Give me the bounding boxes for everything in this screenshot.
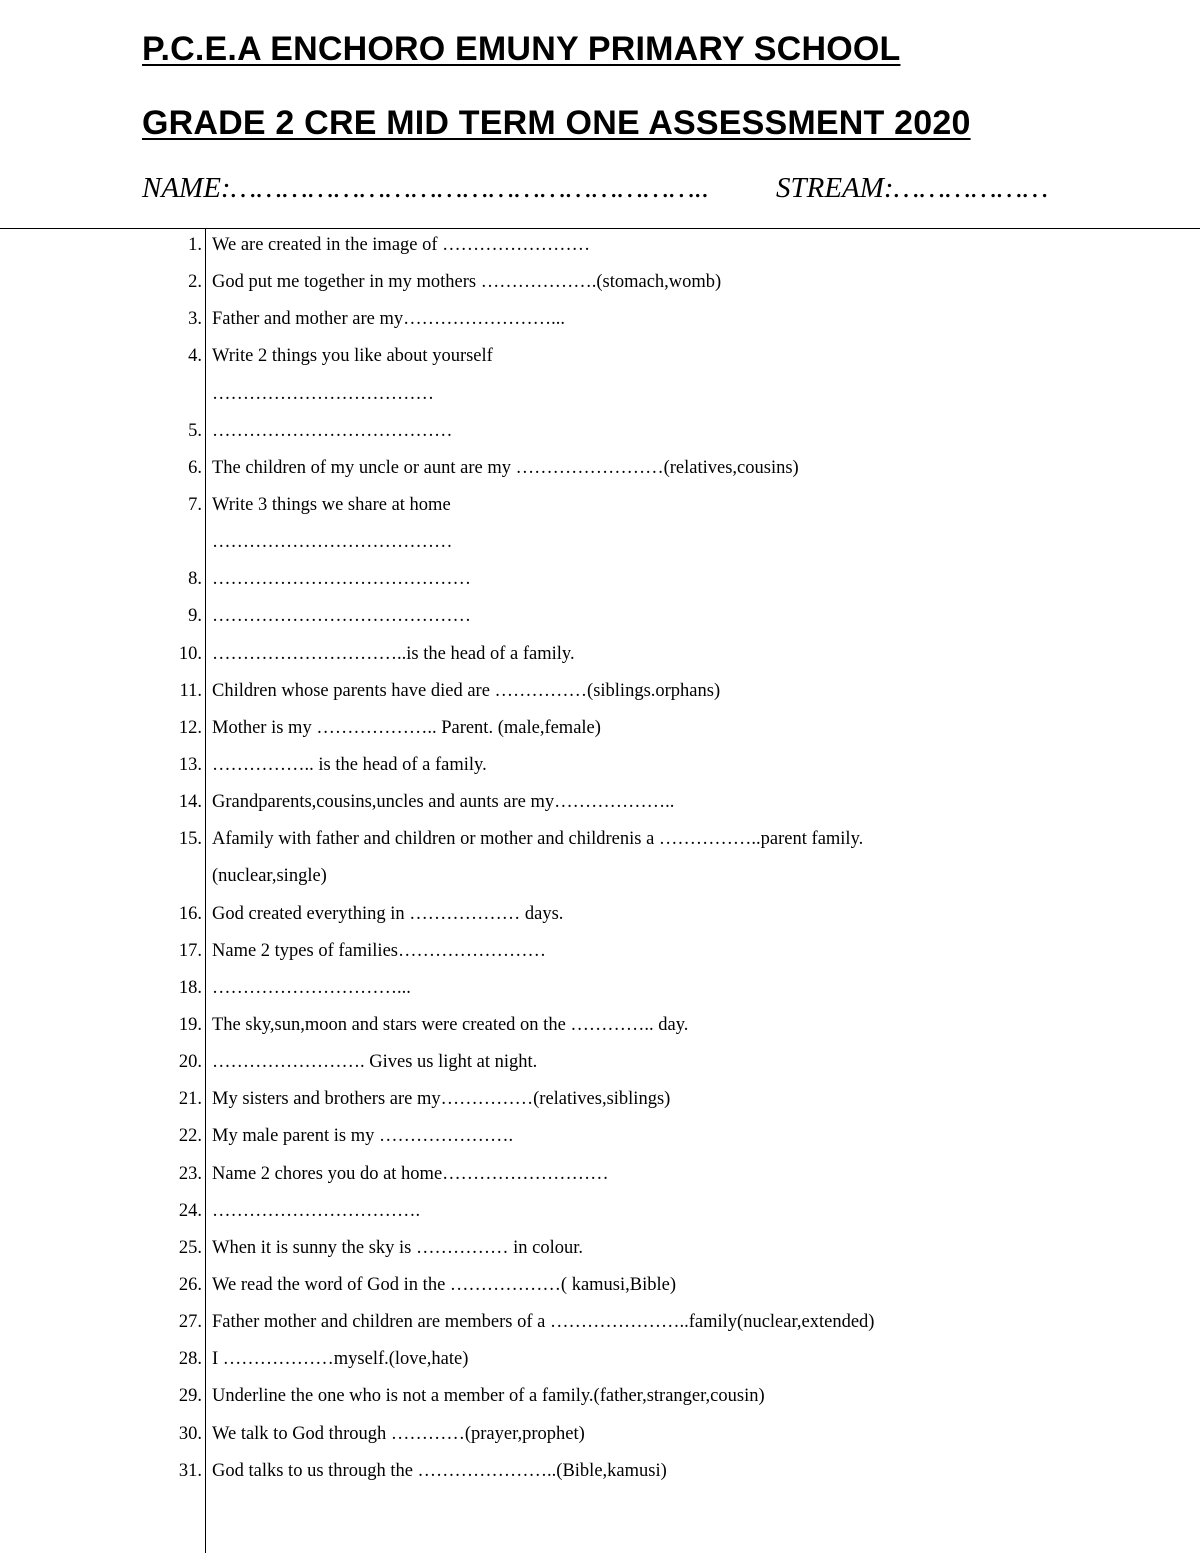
question-item bbox=[0, 450, 1200, 487]
question-item bbox=[0, 858, 1200, 895]
question-text: We talk to God through …………(prayer,prophet) bbox=[212, 1423, 585, 1444]
question-number: 1. bbox=[188, 235, 202, 255]
question-item bbox=[0, 747, 1200, 784]
question-item bbox=[0, 338, 1200, 375]
question-text: Afamily with father and children or mother and childrenis a ……………..parent family. bbox=[212, 829, 864, 850]
question-text: Name 2 chores you do at home……………………… bbox=[212, 1163, 609, 1184]
question-item bbox=[0, 1007, 1200, 1044]
question-number: 10. bbox=[178, 643, 202, 664]
question-number: 12. bbox=[178, 717, 202, 738]
question-number: 29. bbox=[178, 1386, 202, 1407]
question-text: …………………………………… bbox=[212, 606, 471, 627]
question-item bbox=[0, 784, 1200, 821]
question-text: We are created in the image of …………………… bbox=[212, 235, 591, 255]
question-text: ………………………………… bbox=[212, 532, 453, 553]
question-number: 13. bbox=[178, 754, 202, 775]
question-item bbox=[0, 710, 1200, 747]
question-number: 16. bbox=[178, 903, 202, 924]
question-text: Children whose parents have died are ……………(siblings.orphans) bbox=[212, 680, 721, 701]
question-text: …………………………………… bbox=[212, 569, 471, 590]
question-number: 26. bbox=[178, 1274, 202, 1295]
question-item bbox=[0, 487, 1200, 524]
question-number: 21. bbox=[178, 1089, 202, 1110]
question-text: The children of my uncle or aunt are my ……………………(relatives,cousins) bbox=[212, 457, 799, 478]
question-text: Father and mother are my……………………... bbox=[212, 309, 565, 330]
question-number: 5. bbox=[188, 420, 202, 441]
question-list bbox=[0, 227, 1200, 1490]
question-item bbox=[0, 1416, 1200, 1453]
name-field-label: NAME:……………………………………………….. bbox=[142, 172, 710, 204]
question-item bbox=[0, 227, 1200, 264]
question-text: …………………………... bbox=[212, 977, 411, 998]
question-text: ………………………………… bbox=[212, 420, 453, 441]
assessment-title: GRADE 2 CRE MID TERM ONE ASSESSMENT 2020 bbox=[142, 104, 971, 142]
question-item bbox=[0, 561, 1200, 598]
question-text: …………….. is the head of a family. bbox=[212, 754, 487, 775]
question-item bbox=[0, 264, 1200, 301]
question-item bbox=[0, 636, 1200, 673]
question-number: 17. bbox=[178, 940, 202, 961]
question-number: 4. bbox=[188, 346, 202, 367]
question-number: 20. bbox=[178, 1052, 202, 1073]
question-text: My male parent is my …………………. bbox=[212, 1126, 514, 1147]
question-number: 27. bbox=[178, 1312, 202, 1333]
question-number: 6. bbox=[188, 457, 202, 478]
question-item bbox=[0, 1304, 1200, 1341]
question-item bbox=[0, 524, 1200, 561]
question-text: Write 3 things we share at home bbox=[212, 494, 451, 515]
question-text: My sisters and brothers are my……………(relatives,siblings) bbox=[212, 1089, 671, 1110]
question-text: (nuclear,single) bbox=[212, 866, 327, 887]
question-number: 31. bbox=[178, 1460, 202, 1481]
question-item bbox=[0, 896, 1200, 933]
question-item bbox=[0, 413, 1200, 450]
question-item bbox=[0, 933, 1200, 970]
question-item bbox=[0, 1156, 1200, 1193]
question-item bbox=[0, 1378, 1200, 1415]
question-number: 18. bbox=[178, 977, 202, 998]
question-text: When it is sunny the sky is …………… in colour. bbox=[212, 1237, 584, 1258]
question-number: 7. bbox=[188, 494, 202, 515]
question-text: I ………………myself.(love,hate) bbox=[212, 1349, 469, 1370]
question-text: Name 2 types of families…………………… bbox=[212, 940, 546, 961]
question-item bbox=[0, 376, 1200, 413]
question-text: Grandparents,cousins,uncles and aunts are my……………….. bbox=[212, 792, 675, 813]
question-item bbox=[0, 1081, 1200, 1118]
question-item bbox=[0, 821, 1200, 858]
question-number: 14. bbox=[178, 792, 202, 813]
question-text: Underline the one who is not a member of a family.(father,stranger,cousin) bbox=[212, 1386, 765, 1407]
question-text: ……………………. Gives us light at night. bbox=[212, 1052, 538, 1073]
question-item bbox=[0, 598, 1200, 635]
question-item bbox=[0, 1230, 1200, 1267]
question-number: 8. bbox=[188, 569, 202, 590]
question-text: The sky,sun,moon and stars were created on the ………….. day. bbox=[212, 1014, 689, 1035]
stream-field-label: STREAM:……………… bbox=[776, 172, 1049, 204]
question-number: 28. bbox=[178, 1349, 202, 1370]
school-title: P.C.E.A ENCHORO EMUNY PRIMARY SCHOOL bbox=[142, 30, 901, 68]
question-item bbox=[0, 301, 1200, 338]
question-text: God created everything in ……………… days. bbox=[212, 903, 564, 924]
question-item bbox=[0, 1118, 1200, 1155]
question-item bbox=[0, 673, 1200, 710]
question-item bbox=[0, 1193, 1200, 1230]
question-number: 23. bbox=[178, 1163, 202, 1184]
question-text: ……………………………… bbox=[212, 383, 434, 404]
question-item bbox=[0, 1267, 1200, 1304]
question-number: 3. bbox=[188, 309, 202, 330]
question-item bbox=[0, 1453, 1200, 1490]
question-text: ……………………………. bbox=[212, 1200, 421, 1221]
question-text: God talks to us through the …………………..(Bible,kamusi) bbox=[212, 1460, 667, 1481]
question-item bbox=[0, 1341, 1200, 1378]
question-text: Write 2 things you like about yourself bbox=[212, 346, 493, 367]
question-text: Mother is my ……………….. Parent. (male,female) bbox=[212, 717, 601, 738]
question-text: Father mother and children are members of a …………………..family(nuclear,extended) bbox=[212, 1312, 875, 1333]
question-text: God put me together in my mothers ……………….(stomach,womb) bbox=[212, 272, 722, 293]
question-number: 30. bbox=[178, 1423, 202, 1444]
question-item bbox=[0, 1044, 1200, 1081]
question-number: 19. bbox=[178, 1014, 202, 1035]
question-number: 2. bbox=[188, 272, 202, 293]
question-number: 9. bbox=[188, 606, 202, 627]
question-text: …………………………..is the head of a family. bbox=[212, 643, 575, 664]
question-number: 24. bbox=[178, 1200, 202, 1221]
question-number: 22. bbox=[178, 1126, 202, 1147]
question-number: 11. bbox=[179, 680, 202, 701]
question-number: 15. bbox=[178, 829, 202, 850]
question-item bbox=[0, 970, 1200, 1007]
question-text: We read the word of God in the ………………( kamusi,Bible) bbox=[212, 1274, 676, 1295]
question-number: 25. bbox=[178, 1237, 202, 1258]
